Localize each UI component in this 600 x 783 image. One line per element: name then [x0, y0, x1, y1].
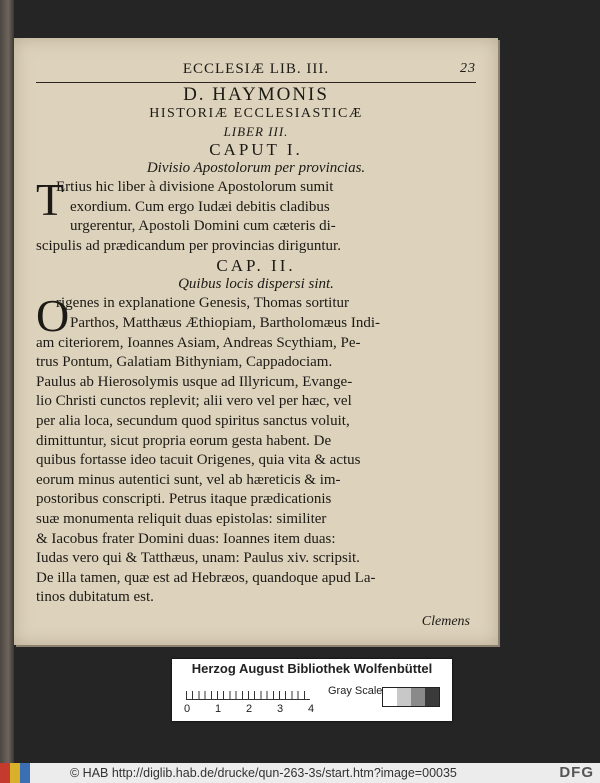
book-heading: LIBER III. — [223, 124, 289, 139]
paragraph-2 — [36, 290, 476, 608]
text-line: suæ monumenta reliquit duas epistolas: similiter — [36, 510, 327, 527]
catchword: Clemens — [421, 613, 470, 629]
chapter-2-subtitle: Quibus locis dispersi sint. — [178, 276, 334, 293]
gray-swatch — [425, 688, 439, 706]
ruler-number: 4 — [308, 703, 315, 715]
text-line: Iudas vero qui & Tatthæus, unam: Paulus xiv. scripsit. — [36, 550, 360, 567]
gray-swatch — [397, 688, 411, 706]
text-line: eorum minus autentici sunt, vel ab hæreticis & im- — [36, 471, 341, 488]
book-edge — [0, 0, 14, 763]
text-line: urgerentur, Apostoli Domini cum cæteris di- — [70, 218, 336, 235]
paragraph-1 — [36, 174, 476, 256]
page-number: 23 — [460, 61, 476, 76]
book-page — [14, 38, 498, 645]
text-line: De illa tamen, quæ est ad Hebræos, quandoque apud La- — [36, 569, 376, 586]
text-line: quibus fortasse ideo tacuit Origenes, quia vita & actus — [36, 452, 361, 469]
dropcap-2: O — [36, 290, 70, 342]
text-line: postoribus conscripti. Petrus itaque prædicationis — [36, 491, 332, 508]
dfg-logo: DFG — [559, 764, 594, 781]
work-heading: HISTORIÆ ECCLESIASTICÆ — [149, 106, 363, 121]
ruler-number: 0 — [184, 703, 191, 715]
text-line: exordium. Cum ergo Iudæi debitis cladibus — [70, 198, 330, 215]
text-line: lio Christi cunctos replevit; alii vero vel per hæc, vel — [36, 393, 352, 410]
gray-scale-swatches — [382, 687, 440, 707]
color-bar-icon — [0, 763, 30, 783]
chapter-1-heading: CAPUT I. — [209, 140, 303, 159]
chapter-1-subtitle: Divisio Apostolorum per provincias. — [146, 160, 366, 176]
text-line: scipulis ad prædicandum per provincias diriguntur. — [36, 237, 341, 254]
text-line: tinos dubitatum est. — [36, 589, 154, 606]
ruler-scale — [186, 685, 310, 700]
text-line: rigenes in explanatione Genesis, Thomas sortitur — [56, 295, 349, 312]
ruler-number: 2 — [246, 703, 253, 715]
dropcap-1: T — [36, 174, 65, 225]
chapter-2-heading: CAP. II. — [216, 256, 296, 276]
gray-scale-label: Gray Scale — [328, 685, 383, 697]
text-line: Ertius hic liber à divisione Apostolorum sumit — [56, 179, 334, 195]
ruler-number: 3 — [277, 703, 284, 715]
running-head — [36, 60, 476, 83]
text-line: trus Pontum, Galatiam Bithyniam, Cappadociam. — [36, 354, 333, 371]
ruler-number: 1 — [215, 703, 222, 715]
gray-swatch — [383, 688, 397, 706]
footer-bar — [0, 763, 600, 783]
text-line: Parthos, Matthæus Æthiopiam, Bartholomæus Indi- — [70, 314, 380, 331]
text-line: per alia loca, secundum quod spiritus sanctus voluit, — [36, 412, 350, 429]
source-url[interactable]: © HAB http://diglib.hab.de/drucke/qun-263-3s/start.htm?image=00035 — [70, 766, 457, 780]
library-name: Herzog August Bibliothek Wolfenbüttel — [191, 661, 433, 676]
ruler-numbers — [182, 703, 332, 717]
running-head-title: ECCLESIÆ LIB. III. — [182, 61, 330, 77]
text-line: dimittuntur, sicut propria eorum gesta habent. De — [36, 432, 332, 449]
gray-swatch — [411, 688, 425, 706]
color-scale-card — [172, 659, 452, 721]
text-line: & Iacobus frater Domini duas: Ioannes item duas: — [36, 530, 336, 547]
author-heading: D. HAYMONIS — [183, 84, 329, 105]
text-line: Paulus ab Hierosolymis usque ad Illyricum, Evange- — [36, 373, 353, 390]
text-line: am citeriorem, Ioannes Asiam, Andreas Scythiam, Pe- — [36, 334, 361, 351]
page-text-block — [36, 60, 476, 630]
